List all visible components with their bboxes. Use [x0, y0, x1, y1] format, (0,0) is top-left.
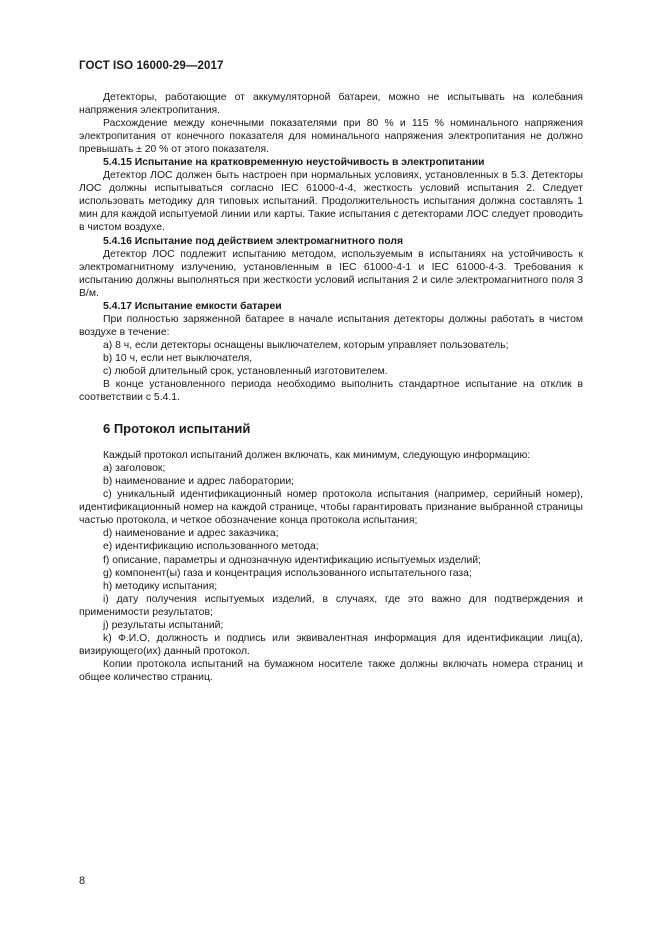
- list-item: a) заголовок;: [103, 463, 166, 475]
- list-item: h) методику испытания;: [103, 580, 218, 592]
- list-item: b) наименование и адрес лаборатории;: [103, 476, 295, 488]
- list-item: b) 10 ч, если нет выключателя,: [103, 352, 253, 364]
- paragraph: В конце установленного периода необходимо выполнить стандартное испытание на отклик в соответствии с 5.4.1.: [79, 379, 583, 404]
- paragraph: Детектор ЛОС должен быть настроен при нормальных условиях, установленных в 5.3. Детекторы ЛОС должны испытываться согласно IEC 61000-4-4, жесткость условий испытания 2. Следует использовать методику для типовых испытаний. Продолжительность испытания должна составлять 1 мин для каждой испытуемой линии или карты. Такие испытания с детекторами ЛОС следует проводить в чистом воздухе.: [79, 170, 583, 234]
- page-body: [79, 91, 583, 684]
- list-item: f) описание, параметры и однозначную идентификацию испытуемых изделий;: [103, 554, 481, 566]
- clause-heading: 5.4.16 Испытание под действием электромагнитного поля: [103, 235, 404, 247]
- section-closing: Копии протокола испытаний на бумажном носителе также должны включать номера страниц и общее количество страниц.: [79, 658, 583, 683]
- paragraph: Детектор ЛОС подлежит испытанию методом, используемым в испытаниях на устойчивость к электромагнитному излучению, установленным в IEC 61000-4-1 и IEC 61000-4-3. Требования к испытанию должны выполняться при жесткости условий испытания 2 и силе электромагнитного поля 3 В/м.: [79, 248, 583, 299]
- list-item: g) компонент(ы) газа и концентрация использованного испытательного газа;: [103, 567, 472, 579]
- paragraph: При полностью заряженной батарее в начале испытания детекторы должны работать в чистом воздухе в течение:: [79, 313, 583, 338]
- paragraph: Расхождение между конечными показателями при 80 % и 115 % номинального напряжения электропитания от конечного показателя для номинального напряжения электропитания не должно превышать ± 20 % от этого показателя.: [79, 118, 583, 156]
- list-item: d) наименование и адрес заказчика;: [103, 528, 279, 540]
- section-title: 6 Протокол испытаний: [103, 421, 251, 437]
- paragraph: Детекторы, работающие от аккумуляторной батареи, можно не испытывать на колебания напряжения электропитания.: [79, 92, 583, 117]
- list-item: a) 8 ч, если детекторы оснащены выключателем, которым управляет пользователь;: [103, 339, 509, 351]
- document-header: ГОСТ ISO 16000-29—2017: [79, 60, 224, 72]
- clause-heading: 5.4.15 Испытание на кратковременную неустойчивость в электропитании: [103, 157, 485, 169]
- list-item: e) идентификацию использованного метода;: [103, 541, 319, 553]
- page-number: 8: [79, 875, 86, 887]
- list-item: k) Ф.И.О, должность и подпись или эквивалентная информация для идентификации лиц(а), визирующего(их) данный протокол.: [79, 632, 583, 657]
- list-item: c) уникальный идентификационный номер протокола испытания (например, серийный номер), идентификационный номер на каждой странице, чтобы гарантировать признание выбранной страницы частью протокола, и четкое обозначение конца протокола испытания;: [79, 489, 583, 527]
- list-item: i) дату получения испытуемых изделий, в случаях, где это важно для подтверждения и применимости результатов;: [79, 593, 583, 618]
- clause-heading: 5.4.17 Испытание емкости батареи: [103, 300, 282, 312]
- section-intro: Каждый протокол испытаний должен включать, как минимум, следующую информацию:: [103, 450, 531, 462]
- list-item: c) любой длительный срок, установленный изготовителем.: [103, 365, 388, 377]
- list-item: j) результаты испытаний;: [103, 619, 224, 631]
